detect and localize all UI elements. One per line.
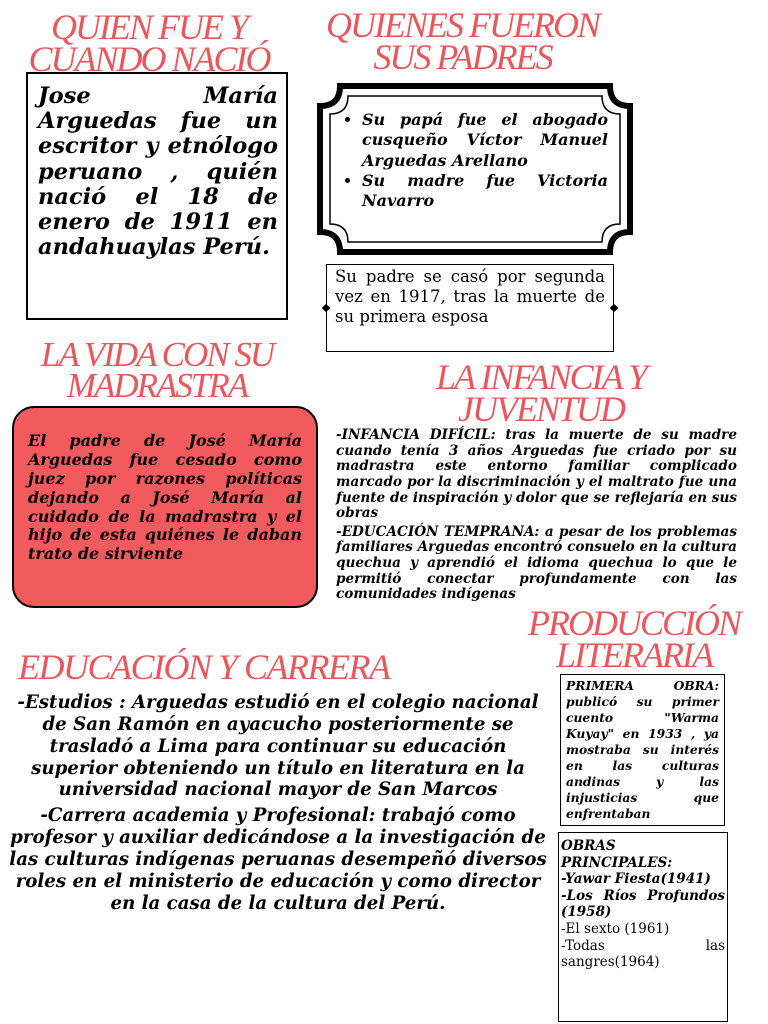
infancia-heading-line1: LA INFANCIA Y [435, 357, 647, 397]
produccion-heading-line2: LITERARIA [556, 634, 712, 675]
bio-text: Jose María Arguedas fue un escritor y etnólogo peruano , quién nació el 18 de enero de 1911 en andahuaylas Perú. [38, 83, 278, 261]
diamond-ornament-left [322, 304, 330, 312]
obra-item: -El sexto (1961) [561, 920, 670, 937]
madrastra-heading-line1: LA VIDA CON SU [40, 335, 274, 374]
bio-box [26, 72, 288, 320]
obra-item: -Todas las sangres(1964) [561, 937, 725, 971]
parent-item-father: • Su papá fue el abogado cusqueño Víctor Manuel Arguedas Arellano [362, 110, 608, 171]
infancia-heading-line2: JUVENTUD [458, 388, 624, 429]
obras-title-line1: OBRAS [561, 838, 616, 854]
madrastra-heading-line2: MADRASTRA [66, 365, 248, 405]
infancia-text [336, 428, 737, 606]
quien-fue-heading-line1: QUIEN FUE Y [51, 7, 247, 47]
padres-heading [310, 5, 615, 77]
infancia-paragraph-educacion: -EDUCACIÓN TEMPRANA: a pesar de los problemas familiares Arguedas encontró consuelo en la cultura quechua y aprendió el idioma quechua lo que le permitió conectar profundamente con las comunidades indígenas [336, 523, 737, 603]
educacion-heading-text: EDUCACIÓN Y CARRERA [18, 647, 390, 687]
produccion-heading [518, 603, 750, 675]
quien-fue-heading-line2: CUANDO NACIÓ [28, 38, 270, 79]
parents-list [322, 110, 608, 212]
educacion-text [8, 692, 548, 918]
padres-heading-line2: SUS PADRES [373, 36, 552, 77]
primera-obra-box [560, 674, 725, 826]
produccion-heading-line1: PRODUCCIÓN [528, 603, 740, 643]
obras-principales-box [558, 832, 728, 1022]
padres-heading-line1: QUIENES FUERON [326, 5, 599, 45]
parent-item-mother: • Su madre fue Victoria Navarro [362, 171, 608, 212]
diamond-ornament-right [610, 304, 618, 312]
infancia-heading [410, 357, 672, 429]
madrastra-box [12, 406, 318, 608]
infancia-paragraph-dificil: -INFANCIA DIFÍCIL: tras la muerte de su madre cuando tenía 3 años Arguedas fue criado por su madrastra este entorno familiar complicado marcado por la discriminación y el maltrato fue una fuente de inspiración y dolor que se reflejaría en sus obras [336, 427, 737, 522]
madrastra-heading [22, 335, 292, 405]
educacion-heading [18, 647, 413, 687]
obras-title-line2: PRINCIPALES: [561, 854, 673, 871]
quien-fue-heading [18, 7, 280, 79]
remarried-note-box [326, 264, 614, 352]
educacion-paragraph-carrera: -Carrera academia y Profesional: trabajó como profesor y auxiliar dedicándose a la investigación de las culturas indígenas peruanas desempeñó diversos roles en el ministerio de educación y como director en la casa de la cultura del Perú. [9, 805, 547, 914]
madrastra-text: El padre de José María Arguedas fue cesado como juez por razones políticas dejando a José María al cuidado de la madrastra y el hijo de esta quiénes le daban trato de sirviente [28, 431, 302, 564]
primera-obra-text: PRIMERA OBRA: publicó su primer cuento "Warma Kuyay" en 1933 , ya mostraba su interés en las culturas andinas y las injusticias que enfrentaban [566, 678, 719, 821]
educacion-paragraph-estudios: -Estudios : Arguedas estudió en el colegio nacional de San Ramón en ayacucho posteriormente se trasladó a Lima para continuar su educación superior obteniendo un título en literatura en la universidad nacional mayor de San Marcos [17, 692, 539, 801]
remarried-note-text: Su padre se casó por segunda vez en 1917, tras la muerte de su primera esposa [335, 267, 605, 326]
obra-item: -Los Ríos Profundos (1958) [561, 887, 725, 921]
obra-item: -Yawar Fiesta(1941) [561, 871, 711, 888]
